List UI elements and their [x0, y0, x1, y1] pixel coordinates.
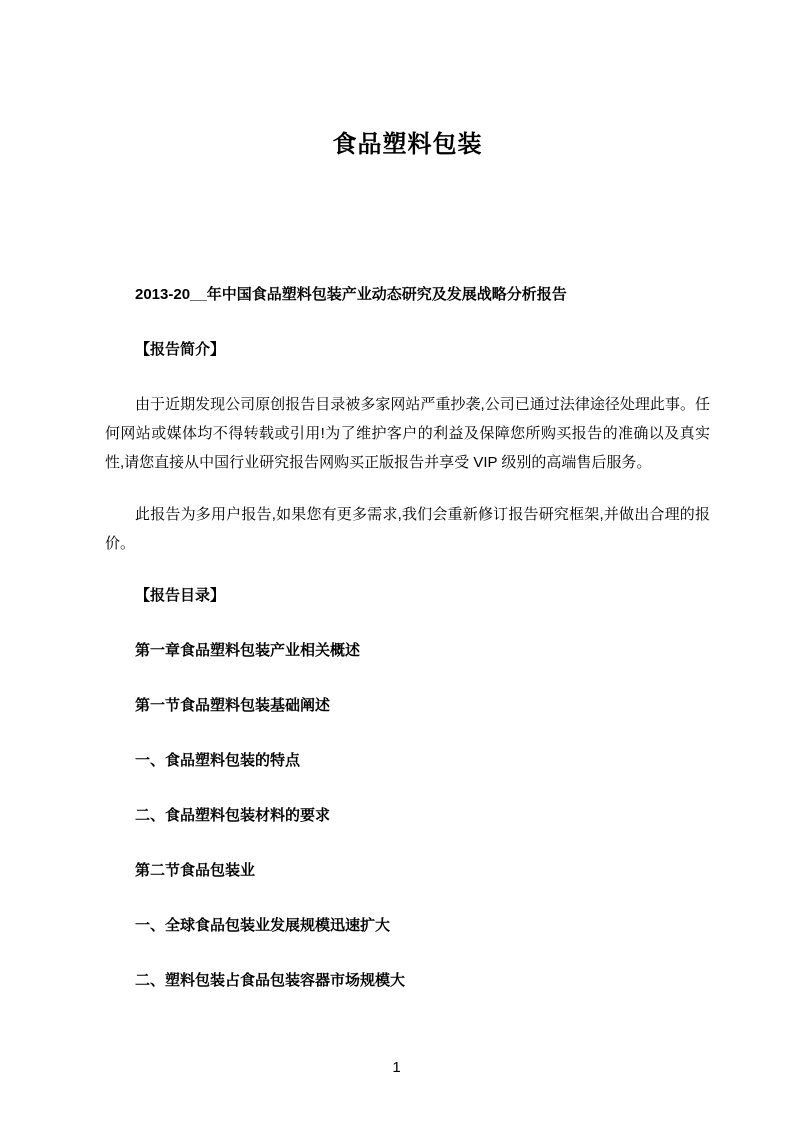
report-title: 2013-20__年中国食品塑料包装产业动态研究及发展战略分析报告: [135, 286, 567, 303]
intro-paragraphs: [105, 390, 710, 558]
toc-item: 二、食品塑料包装材料的要求: [135, 807, 331, 824]
report-intro-heading: 【报告简介】: [135, 341, 226, 358]
toc-item: 第一节食品塑料包装基础阐述: [135, 697, 331, 714]
intro-paragraph: 由于近期发现公司原创报告目录被多家网站严重抄袭,公司已通过法律途径处理此事。任何网站或媒体均不得转载或引用!为了维护客户的利益及保障您所购买报告的准确以及真实性,请您直接从中国行业研究报告网购买正版报告并享受 VIP 级别的高端售后服务。: [105, 396, 710, 471]
report-toc-heading: 【报告目录】: [135, 587, 226, 604]
toc-item: 二、塑料包装占食品包装容器市场规模大: [135, 972, 406, 989]
toc-item: 第二节食品包装业: [135, 862, 256, 879]
toc-item: 第一章食品塑料包装产业相关概述: [135, 642, 361, 659]
page-number: 1: [392, 1059, 401, 1076]
intro-paragraph: 此报告为多用户报告,如果您有更多需求,我们会重新修订报告研究框架,并做出合理的报价。: [105, 506, 710, 552]
toc-item: 一、全球食品包装业发展规模迅速扩大: [135, 917, 391, 934]
document-title: 食品塑料包装: [332, 131, 483, 158]
toc-item: 一、食品塑料包装的特点: [135, 752, 301, 769]
toc-list: [105, 636, 710, 995]
